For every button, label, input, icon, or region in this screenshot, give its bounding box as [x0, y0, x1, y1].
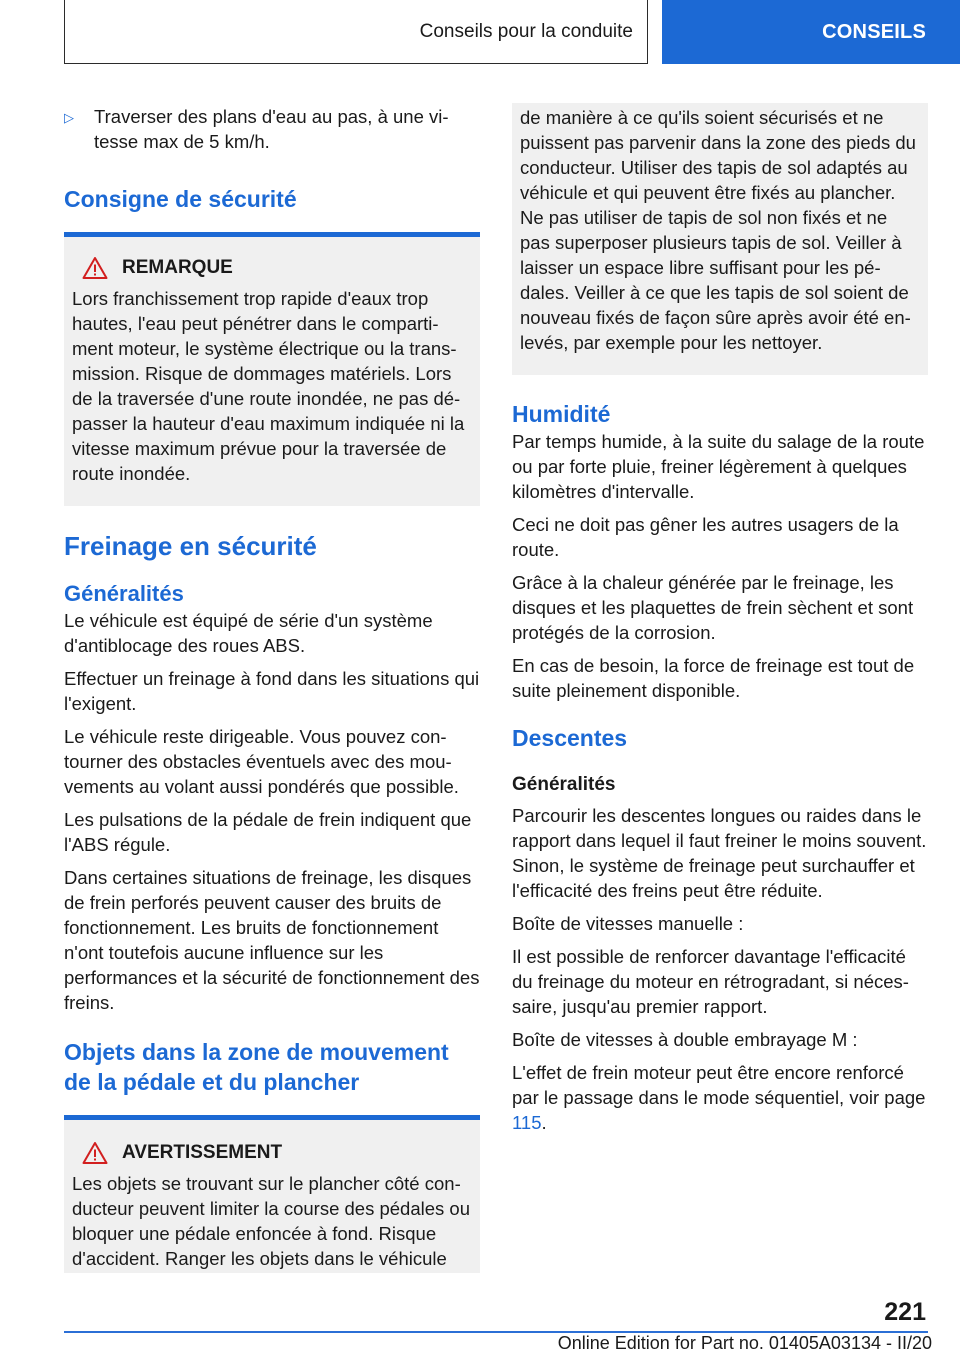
remarque-callout: [64, 232, 480, 506]
paragraph: [512, 1060, 928, 1135]
descentes-heading: Descentes: [512, 725, 628, 751]
triangle-bullet-icon: ▷: [64, 110, 74, 125]
avertissement-title: AVERTISSEMENT: [122, 1142, 283, 1163]
humidite-heading: Humidité: [512, 401, 611, 427]
paragraph: Ceci ne doit pas gêner les autres usagers de la route.: [512, 514, 899, 560]
remarque-text: Lors franchissement trop rapide d'eaux trop hautes, l'eau peut pénétrer dans le compartiment moteur, le système électrique ou la transmission. Risque de dommages matériels. Lors de la traversée d'une route inondée, ne pas dépasser la hauteur d'eau maximum indiquée ni la vitesse maximum prévue pour la traversée de route inondée.: [72, 288, 465, 484]
paragraph: En cas de besoin, la force de freinage est tout de suite pleinement disponible.: [512, 655, 915, 701]
paragraph: Dans certaines situations de freinage, les disques de frein perforés peuvent causer des bruits de fonctionnement. Les bruits de fonctionnement n'ont toutefois aucune influence sur les performances et la sécurité de fonctionnement des freins.: [64, 867, 480, 1013]
paragraph: Le véhicule reste dirigeable. Vous pouvez contourner des obstacles éventuels avec des mouvements au volant aussi pondérés que possible.: [64, 726, 459, 797]
chapter-tab-label: CONSEILS: [822, 20, 926, 43]
page-number: 221: [884, 1298, 926, 1326]
warning-triangle-icon: [82, 256, 108, 280]
avertissement-text: Les objets se trouvant sur le plancher côté conducteur peuvent limiter la course des pédales ou bloquer une pédale enfoncée à fond. Risque d'accident. Ranger les objets dans le véhicule: [72, 1173, 470, 1269]
left-column: [64, 100, 480, 1273]
bullet-item: [64, 104, 480, 154]
callout-continuation-text: de manière à ce qu'ils soient sécurisés et ne puissent pas parvenir dans la zone des pieds du conducteur. Utiliser des tapis de sol adaptés au véhicule et qui peuvent être fixés au plancher. Ne pas utiliser de tapis de sol non fixés et ne pas superposer plusieurs tapis de sol. Veiller à laisser un espace libre suffisant pour les pédales. Veiller à ce que les tapis de sol soient de nouveau fixés de façon sûre après avoir été enlevés, par exemple pour les nettoyer.: [520, 107, 916, 353]
avertissement-callout: [64, 1115, 480, 1273]
descentes-subheading: Généralités: [512, 774, 616, 795]
paragraph: Les pulsations de la pédale de frein indiquent que l'ABS régule.: [64, 809, 472, 855]
right-column: [512, 103, 928, 1143]
page-reference-link[interactable]: 115: [512, 1112, 542, 1133]
warning-triangle-icon: [82, 1141, 108, 1165]
freinage-heading: Freinage en sécurité: [64, 531, 317, 561]
objets-heading: Objets dans la zone de mouvement de la pédale et du plancher: [64, 1039, 449, 1095]
paragraph: Parcourir les descentes longues ou raides dans le rapport dans lequel il faut freiner le moins souvent. Sinon, le système de freinage peut surchauffer et l'efficacité des freins peut être réduite.: [512, 805, 927, 901]
avertissement-callout-continued: [512, 103, 928, 375]
remarque-title: REMARQUE: [122, 257, 233, 278]
paragraph: Boîte de vitesses manuelle :: [512, 913, 744, 934]
paragraph: Boîte de vitesses à double embrayage M :: [512, 1029, 858, 1050]
header-section-title: [64, 0, 648, 64]
paragraph: Le véhicule est équipé de série d'un système d'antiblocage des roues ABS.: [64, 610, 433, 656]
generalites-heading: Généralités: [64, 581, 184, 606]
paragraph: Il est possible de renforcer davantage l'efficacité du freinage du moteur en rétrogradant, si nécessaire, jusqu'au premier rapport.: [512, 946, 909, 1017]
paragraph: Par temps humide, à la suite du salage de la route ou par forte pluie, freiner légèrement à quelques kilomètres d'intervalle.: [512, 431, 925, 502]
paragraph: Effectuer un freinage à fond dans les situations qui l'exigent.: [64, 668, 480, 714]
bullet-text: Traverser des plans d'eau au pas, à une vitesse max de 5 km/h.: [94, 106, 449, 152]
chapter-tab[interactable]: [662, 0, 960, 64]
section-title: Conseils pour la conduite: [419, 20, 633, 42]
edition-footer: Online Edition for Part no. 01405A03134 - II/20: [557, 1333, 932, 1353]
last-paragraph-end: .: [541, 1112, 547, 1133]
consigne-heading: Consigne de sécurité: [64, 186, 297, 212]
last-paragraph-text: L'effet de frein moteur peut être encore renforcé par le passage dans le mode séquentiel, voir page: [512, 1062, 926, 1108]
paragraph: Grâce à la chaleur générée par le freinage, les disques et les plaquettes de frein sèchent et sont protégés de la corrosion.: [512, 572, 914, 643]
